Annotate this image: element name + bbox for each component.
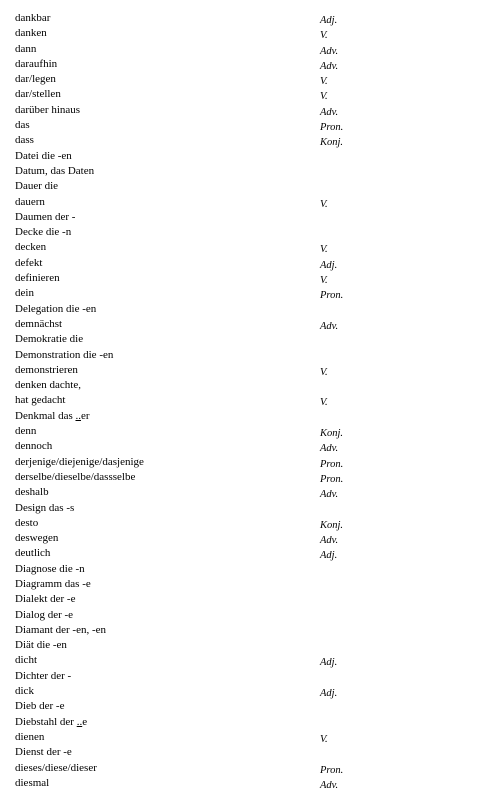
entry-word: Datei die -en: [15, 149, 72, 162]
entry-word: dar/stellen: [15, 88, 61, 101]
entry-part-of-speech: Pron.: [320, 473, 344, 485]
word-entry: [0, 87, 494, 102]
entry-part-of-speech: Adv.: [320, 443, 339, 455]
entry-word: demnächst: [15, 317, 63, 330]
word-entry: [0, 164, 494, 179]
word-entry: [0, 684, 494, 699]
word-entry: [0, 225, 494, 240]
entry-word: Diamant der -en, -en: [15, 623, 107, 636]
entry-word: hat gedacht: [15, 394, 66, 407]
word-entry: [0, 745, 494, 760]
word-entry: [0, 608, 494, 623]
entry-word: Dialekt der -e: [15, 593, 76, 606]
entry-word: Decke die -n: [15, 226, 72, 239]
entry-word: Diagnose die -n: [15, 562, 85, 575]
word-entry: [0, 302, 494, 317]
entry-part-of-speech: V.: [320, 198, 328, 210]
entry-word: darüber hinaus: [15, 103, 81, 116]
entry-word: dauern: [15, 195, 45, 208]
entry-word: das: [15, 119, 30, 132]
entry-word: Denkmal das ..er: [15, 409, 90, 422]
entry-word: dar/legen: [15, 73, 56, 86]
word-entry: [0, 546, 494, 561]
word-entry: [0, 103, 494, 118]
word-entry: [0, 72, 494, 87]
entry-word: danken: [15, 27, 47, 40]
word-entry: [0, 638, 494, 653]
entry-word: Demonstration die -en: [15, 348, 114, 361]
entry-part-of-speech: Konj.: [320, 519, 344, 531]
word-entry: [0, 240, 494, 255]
entry-part-of-speech: Adv.: [320, 535, 339, 547]
word-entry: [0, 26, 494, 41]
word-entry: [0, 455, 494, 470]
entry-word: derselbe/dieselbe/dassselbe: [15, 470, 136, 483]
entry-word: dennoch: [15, 440, 53, 453]
word-entry: [0, 653, 494, 668]
entry-word: Diebstahl der ..e: [15, 715, 88, 728]
word-entry: [0, 118, 494, 133]
entry-part-of-speech: V.: [320, 244, 328, 256]
word-entry: [0, 256, 494, 271]
entry-word: derjenige/diejenige/dasjenige: [15, 455, 144, 468]
entry-word: dieses/diese/dieser: [15, 761, 97, 774]
word-entry: [0, 179, 494, 194]
entry-part-of-speech: Pron.: [320, 122, 344, 134]
word-entry: [0, 363, 494, 378]
entry-word: Dauer die: [15, 180, 59, 193]
entry-word: dass: [15, 134, 34, 147]
word-entry: [0, 195, 494, 210]
entry-part-of-speech: Konj.: [320, 428, 344, 440]
entry-part-of-speech: Adj.: [320, 550, 338, 562]
entry-word: Diät die -en: [15, 639, 67, 652]
entry-part-of-speech: V.: [320, 91, 328, 103]
entry-word: Daumen der -: [15, 210, 76, 223]
entry-word: definieren: [15, 272, 60, 285]
word-entry: [0, 623, 494, 638]
entry-word: desto: [15, 516, 39, 529]
entry-part-of-speech: Adj.: [320, 15, 338, 26]
word-entry: [0, 761, 494, 776]
entry-word: deswegen: [15, 532, 59, 545]
entry-word: Design das -s: [15, 501, 75, 514]
entry-word: denn: [15, 425, 37, 438]
entry-part-of-speech: V.: [320, 733, 328, 745]
word-entry: [0, 133, 494, 148]
entry-word: Dialog der -e: [15, 608, 74, 621]
entry-word: Demokratie die: [15, 333, 84, 346]
word-entry: [0, 730, 494, 745]
word-entry: [0, 409, 494, 424]
word-entry: [0, 531, 494, 546]
word-entry: [0, 669, 494, 684]
entry-part-of-speech: Pron.: [320, 764, 344, 776]
entry-word: diesmal: [15, 776, 50, 789]
word-entry: [0, 149, 494, 164]
entry-part-of-speech: Adj.: [320, 259, 338, 271]
entry-part-of-speech: Adv.: [320, 106, 339, 118]
word-entry: [0, 424, 494, 439]
word-entry: [0, 317, 494, 332]
entry-part-of-speech: V.: [320, 275, 328, 287]
word-list-page: [0, 11, 494, 791]
entry-word: dienen: [15, 730, 45, 743]
word-entry: [0, 393, 494, 408]
entry-word: Dichter der -: [15, 669, 72, 682]
entry-word: Dienst der -e: [15, 746, 72, 759]
word-entry: [0, 577, 494, 592]
entry-word: daraufhin: [15, 57, 58, 70]
entry-part-of-speech: Pron.: [320, 458, 344, 470]
word-entry: [0, 11, 494, 26]
entry-word: decken: [15, 241, 47, 254]
entry-word: defekt: [15, 256, 43, 269]
entry-word: Delegation die -en: [15, 302, 97, 315]
entry-part-of-speech: Adv.: [320, 489, 339, 501]
entry-part-of-speech: Adv.: [320, 60, 339, 72]
entry-part-of-speech: V.: [320, 397, 328, 409]
entry-word: denken dachte,: [15, 379, 81, 392]
entry-word: dick: [15, 685, 34, 698]
word-entry: [0, 439, 494, 454]
entry-word: deutlich: [15, 547, 51, 560]
entry-word: dankbar: [15, 12, 51, 24]
word-entry: [0, 42, 494, 57]
entry-word: demonstrieren: [15, 363, 78, 376]
word-entry: [0, 332, 494, 347]
word-entry: [0, 592, 494, 607]
word-entry: [0, 699, 494, 714]
entry-word: Dieb der -e: [15, 700, 65, 713]
entry-word: Diagramm das -e: [15, 577, 91, 590]
word-entry: [0, 470, 494, 485]
entry-word: dicht: [15, 654, 37, 667]
word-entry: [0, 348, 494, 363]
word-entry: [0, 776, 494, 791]
entry-part-of-speech: Adj.: [320, 688, 338, 700]
entry-part-of-speech: Pron.: [320, 290, 344, 302]
entry-part-of-speech: V.: [320, 76, 328, 88]
word-entry: [0, 715, 494, 730]
entry-part-of-speech: V.: [320, 30, 328, 42]
word-entry: [0, 378, 494, 393]
entry-part-of-speech: Adj.: [320, 657, 338, 669]
word-entry: [0, 286, 494, 301]
entry-part-of-speech: Adv.: [320, 45, 339, 57]
entry-word: deshalb: [15, 486, 49, 499]
word-entry: [0, 271, 494, 286]
entry-word: Datum, das Daten: [15, 164, 95, 177]
word-entry: [0, 562, 494, 577]
entry-part-of-speech: Konj.: [320, 137, 344, 149]
word-entry: [0, 210, 494, 225]
word-entry: [0, 57, 494, 72]
word-entry: [0, 485, 494, 500]
word-entry: [0, 501, 494, 516]
entry-word: dein: [15, 287, 34, 300]
entry-word: dann: [15, 42, 37, 55]
entry-part-of-speech: V.: [320, 366, 328, 378]
entry-part-of-speech: Adv.: [320, 779, 339, 791]
word-entry: [0, 516, 494, 531]
entry-part-of-speech: Adv.: [320, 320, 339, 332]
